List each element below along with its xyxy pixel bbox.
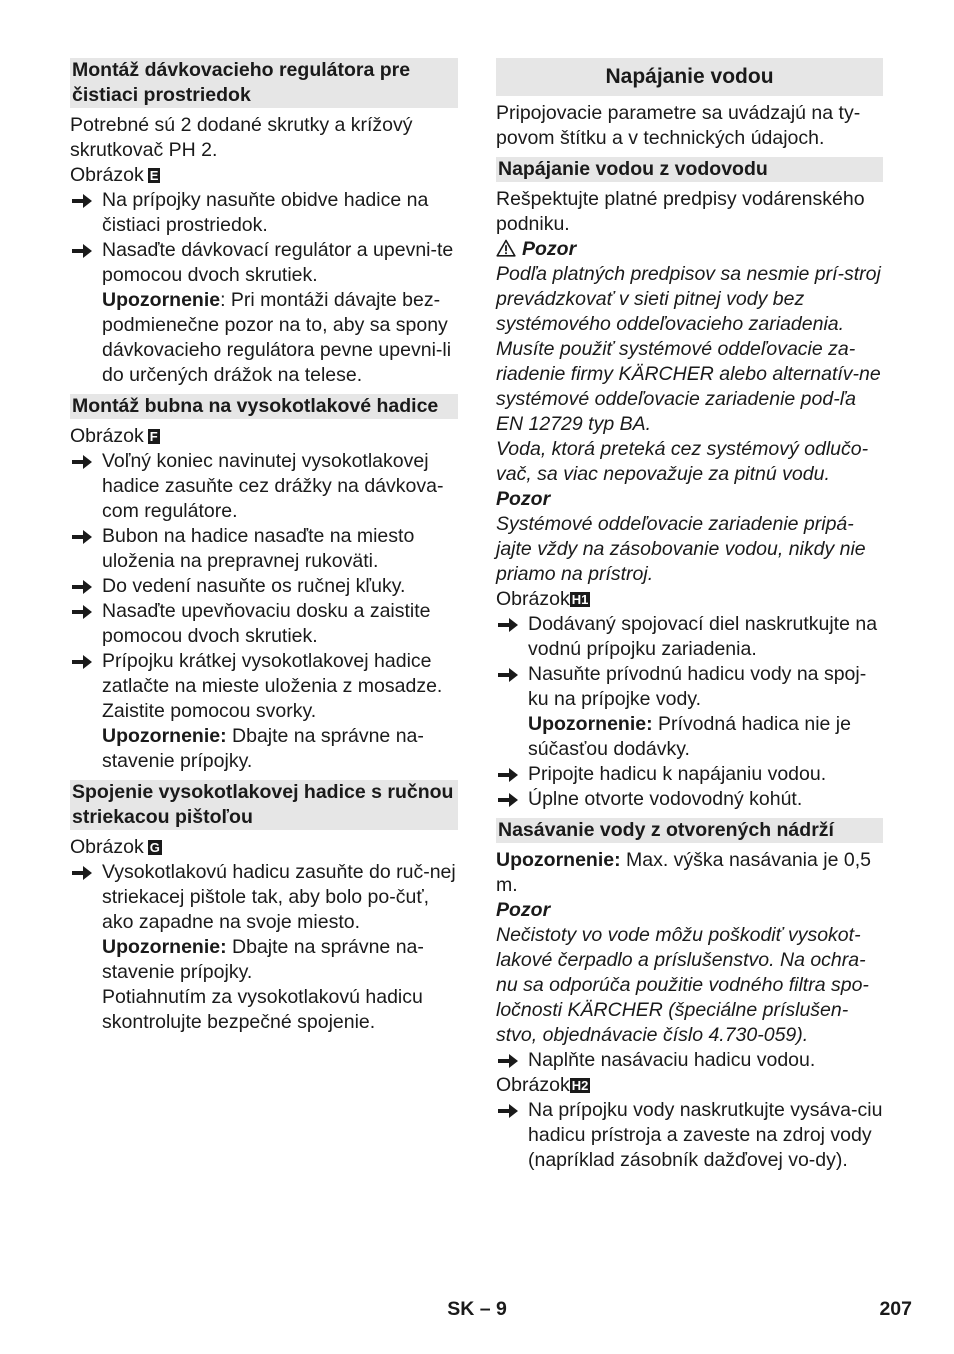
instruction-step: Na prípojku vody naskrutkujte vysáva-ciu hadicu prístroja a zaveste na zdroj vody (napríklad zásobník dažďovej vo-dy). <box>496 1098 883 1173</box>
instruction-step: Pripojte hadicu k napájaniu vodou. <box>496 762 883 787</box>
instruction-step: Naplňte nasávaciu hadicu vodou. <box>496 1048 883 1073</box>
figure-label-box: H2 <box>571 1078 589 1093</box>
caution-heading: Pozor <box>496 488 551 510</box>
arrow-right-icon <box>72 866 92 880</box>
arrow-right-icon <box>72 194 92 208</box>
arrow-right-icon <box>498 1104 518 1118</box>
left-column <box>70 58 458 1035</box>
caution-text: Podľa platných predpisov sa nesmie prí-stroj prevádzkovať v sieti pitnej vody bez systémového oddeľovacieho zariadenia. Musíte použiť systémové oddeľovacie za-riadenie firmy KÄRCHER alebo alternatív-ne systémové oddeľovacie zariadenie pod-ľa EN 12729 typ BA. <box>496 263 881 435</box>
paragraph: Pripojovacie parametre sa uvádzajú na ty-povom štítku a v technických údajoch. <box>496 102 861 149</box>
section-heading-detergent-regulator: Montáž dávkovacieho regulátora pre čistiaci prostriedok <box>70 58 458 108</box>
figure-label-box: G <box>149 840 160 855</box>
instruction-step: Vysokotlakovú hadicu zasuňte do ruč-nej striekacej pištole tak, aby bolo po-čuť, ako zapadne na svoje miesto. <box>70 860 458 935</box>
figure-reference: Obrázok H1 <box>496 588 589 610</box>
instruction-step: Na prípojky nasuňte obidve hadice na čistiaci prostriedok. <box>70 188 458 238</box>
figure-label-box: E <box>149 168 159 183</box>
main-heading-water-supply: Napájanie vodou <box>496 58 883 96</box>
instruction-step: Nasaďte dávkovací regulátor a upevni-te pomocou dvoch skrutiek. <box>70 238 458 288</box>
arrow-right-icon <box>72 655 92 669</box>
note: Upozornenie: Dbajte na správne na-stavenie prípojky. <box>102 725 424 772</box>
warning-triangle-icon <box>496 239 516 257</box>
arrow-right-icon <box>498 618 518 632</box>
section-heading-open-tanks: Nasávanie vody z otvorených nádrží <box>496 818 883 843</box>
caution-heading: Pozor <box>496 899 551 921</box>
note: Upozornenie: Pri montáži dávajte bez-podmienečne pozor na to, aby sa spony dávkovacieho regulátora pevne upevni-li do určených drážok na telese. <box>102 289 452 386</box>
instruction-step: Bubon na hadice nasaďte na miesto uloženia na prepravnej rukoväti. <box>70 524 458 574</box>
figure-reference: Obrázok E <box>70 164 159 186</box>
instruction-step: Nasuňte prívodnú hadicu vody na spoj-ku na prípojke vody. <box>496 662 883 712</box>
footer-language-page: SK – 9 <box>447 1298 507 1320</box>
caution-heading: Pozor <box>496 237 883 262</box>
figure-reference: Obrázok F <box>70 425 158 447</box>
figure-label-box: F <box>149 429 158 444</box>
instruction-step: Dodávaný spojovací diel naskrutkujte na vodnú prípojku zariadenia. <box>496 612 883 662</box>
arrow-right-icon <box>72 605 92 619</box>
note: Upozornenie: Max. výška nasávania je 0,5 m. <box>496 849 871 896</box>
section-heading-hose-drum: Montáž bubna na vysokotlakové hadice <box>70 394 458 419</box>
figure-reference: Obrázok H2 <box>496 1074 589 1096</box>
figure-label-box: H1 <box>571 592 589 607</box>
caution-text: Nečistoty vo vode môžu poškodiť vysokot-lakové čerpadlo a príslušenstvo. Na ochra-nu sa odporúča použitie vodného filtra spo-ločnosti KÄRCHER (špeciálne príslušen-stvo, objednávacie číslo 4.730-059). <box>496 924 869 1046</box>
instruction-step: Voľný koniec navinutej vysokotlakovej hadice zasuňte cez drážky na dávkova-com regulátore. <box>70 449 458 524</box>
figure-reference: Obrázok G <box>70 836 160 858</box>
arrow-right-icon <box>72 530 92 544</box>
page-number: 207 <box>879 1298 912 1320</box>
arrow-right-icon <box>498 768 518 782</box>
instruction-step: Prípojku krátkej vysokotlakovej hadice zatlačte na mieste uloženia z mosadze. Zaistite pomocou svorky. <box>70 649 458 724</box>
caution-text: Systémové oddeľovacie zariadenie pripá-jajte vždy na zásobovanie vodou, nikdy nie priamo na prístroj. <box>496 513 866 585</box>
section-heading-mains-water: Napájanie vodou z vodovodu <box>496 157 883 182</box>
paragraph: Rešpektujte platné predpisy vodárenského podniku. <box>496 188 865 235</box>
arrow-right-icon <box>72 455 92 469</box>
right-column <box>496 58 883 1173</box>
section-heading-spray-gun: Spojenie vysokotlakovej hadice s ručnou striekacou pištoľou <box>70 780 458 830</box>
caution-text: Voda, ktorá preteká cez systémový odlučo-vač, sa viac nepovažuje za pitnú vodu. <box>496 438 869 485</box>
arrow-right-icon <box>72 244 92 258</box>
instruction-step: Do vedení nasuňte os ručnej kľuky. <box>70 574 458 599</box>
note-extra: Potiahnutím za vysokotlakovú hadicu skontrolujte bezpečné spojenie. <box>102 986 423 1033</box>
paragraph: Potrebné sú 2 dodané skrutky a krížový skrutkovač PH 2. <box>70 114 413 161</box>
arrow-right-icon <box>498 668 518 682</box>
instruction-step: Nasaďte upevňovaciu dosku a zaistite pomocou dvoch skrutiek. <box>70 599 458 649</box>
note: Upozornenie: Dbajte na správne na-stavenie prípojky. <box>102 936 424 983</box>
arrow-right-icon <box>72 580 92 594</box>
arrow-right-icon <box>498 1054 518 1068</box>
arrow-right-icon <box>498 793 518 807</box>
instruction-step: Úplne otvorte vodovodný kohút. <box>496 787 883 812</box>
note: Upozornenie: Prívodná hadica nie je súčasťou dodávky. <box>528 713 851 760</box>
